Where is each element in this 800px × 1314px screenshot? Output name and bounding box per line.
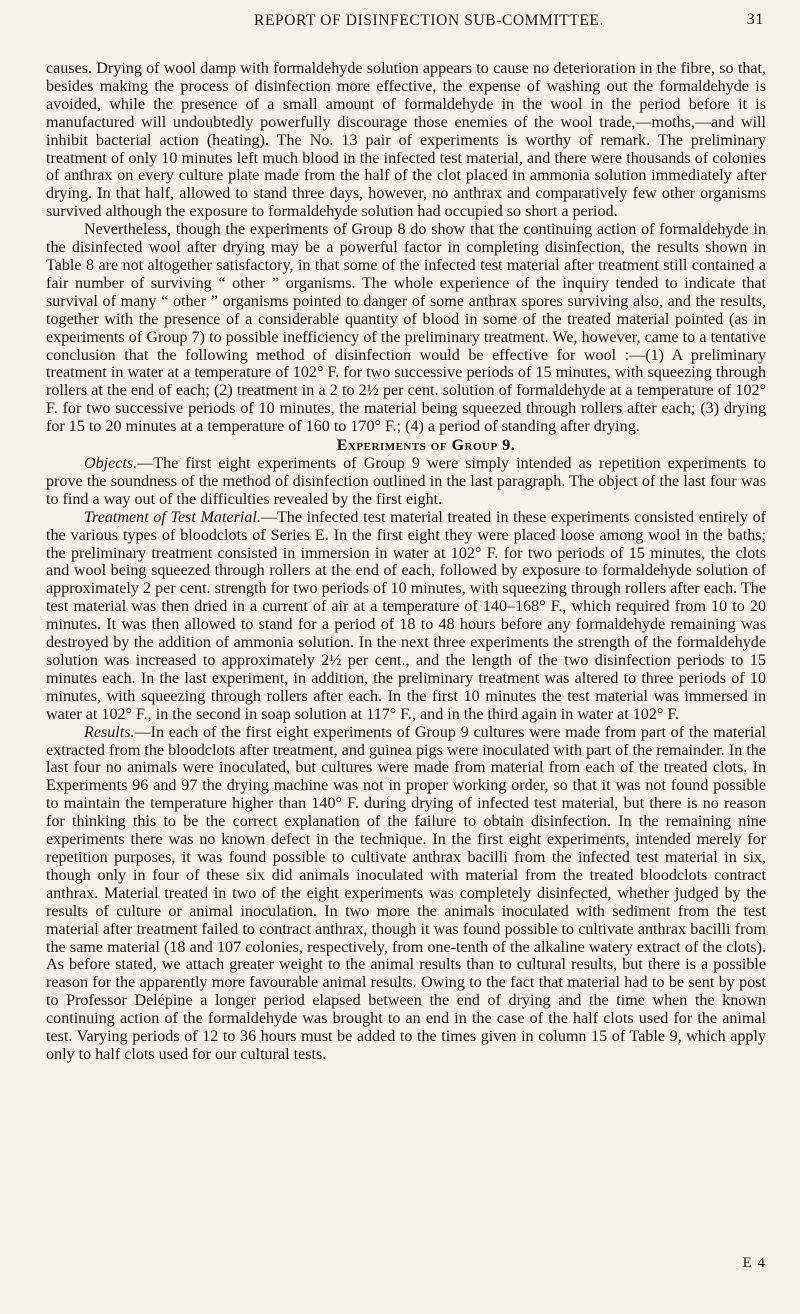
paragraph-objects <box>46 455 766 509</box>
body-text <box>46 60 766 1064</box>
paragraph-1: causes. Drying of wool damp with formaldehyde solution appears to cause no deterioration in the fibre, so that, besides making the process of disinfection more effective, the expense of washing out the formaldehyde is avoided, while the presence of a small amount of formaldehyde in the wool in the period before it is manufactured will undoubtedly powerfully discourage those enemies of the wool trade,—moths,—and will inhibit bacterial action (heating). The No. 13 pair of experiments is worthy of remark. The preliminary treatment of only 10 minutes left much blood in the infected test material, and there were thousands of colonies of anthrax on every culture plate made from the half of the clot placed in ammonia solution immediately after drying. In that half, allowed to stand three days, however, no anthrax and comparatively few other organisms survived although the exposure to formaldehyde solution had occupied so short a period. <box>46 60 766 221</box>
paragraph-treatment-text: —The infected test material treated in these experiments consisted entirely of the various types of bloodclots of Series E. In the first eight they were placed loose among wool in the baths; the preliminary treatment consisted in immersion in water at 102° F. for two periods of 15 minutes, the clots and wool being squeezed through rollers at the end of each, followed by exposure to formaldehyde solution of approximately 2 per cent. strength for two periods of 10 minutes, with squeezing through rollers after each. The test material was then dried in a current of air at a temperature of 140–168° F., which required from 10 to 20 minutes. It was then allowed to stand for a period of 18 to 48 hours before any formaldehyde remaining was destroyed by the addition of ammonia solution. In the next three experiments the strength of the formaldehyde solution was increased to approximately 2½ per cent., and the length of the two disinfection periods to 15 minutes each. In the last experiment, in addition, the preliminary treatment was altered to three periods of 10 minutes, with squeezing through rollers after each. In the first 10 minutes the test material was immersed in water at 102° F., in the second in soap solution at 117° F., and in the third again in water at 102° F. <box>46 508 766 723</box>
run-in-objects: Objects. <box>84 455 138 473</box>
run-in-results: Results. <box>84 723 135 741</box>
page-number: 31 <box>746 11 764 28</box>
paragraph-objects-text: —The first eight experiments of Group 9 were simply intended as repetition experiments to prove the soundness of the method of disinfection outlined in the last paragraph. The object of the last four was to find a way out of the difficulties revealed by the first eight. <box>46 455 766 508</box>
section-heading: Experiments of Group 9. <box>336 437 516 455</box>
run-in-treatment: Treatment of Test Material. <box>84 508 261 526</box>
paragraph-2: Nevertheless, though the experiments of Group 8 do show that the continuing action of formaldehyde in the disinfected wool after drying may be a powerful factor in completing disinfection, the results shown in Table 8 are not altogether satisfactory, in that some of the infected test material after treatment still contained a fair number of surviving “ other ” organisms. The whole experience of the inquiry tended to indicate that survival of many “ other ” organisms pointed to danger of some anthrax spores surviving also, and the results, together with the presence of a considerable quantity of blood in some of the treated material pointed (as in experiments of Group 7) to possible inefficiency of the preliminary treatment. We, however, came to a tentative conclusion that the following method of disinfection would be effective for wool :—(1) A preliminary treatment in water at a temperature of 102° F. for two successive periods of 15 minutes, with squeezing through rollers at the end of each; (2) treatment in a 2 to 2½ per cent. solution of formaldehyde at a temperature of 102° F. for two successive periods of 10 minutes, the material being squeezed through rollers after each; (3) drying for 15 to 20 minutes at a temperature of 160 to 170° F.; (4) a period of standing after drying. <box>46 221 766 436</box>
running-title: REPORT OF DISINFECTION SUB-COMMITTEE. <box>254 12 604 29</box>
paragraph-results <box>46 724 766 1064</box>
signature-mark: E 4 <box>742 1255 766 1271</box>
running-head <box>46 8 766 38</box>
paragraph-results-text: —In each of the first eight experiments of Group 9 cultures were made from part of the material extracted from the bloodclots after treatment, and guinea pigs were inoculated with part of the remainder. In the last four no animals were inoculated, but cultures were made from material from each of the treated clots. In Experiments 96 and 97 the drying machine was not in proper working order, so that it was not found possible to maintain the temperature higher than 140° F. during drying of infected test material, but there is no reason for thinking this to be the correct explanation of the failure to obtain disinfection. In the remaining nine experiments there was no known defect in the technique. In the first eight experiments, intended merely for repetition purposes, it was found possible to cultivate anthrax bacilli from the infected test material in six, though only in four of these six did animals inoculated with material from the treated bloodclots contract anthrax. Material treated in two of the eight experiments was completely disinfected, whether judged by the results of culture or animal inoculation. In two more the animals inoculated with sediment from the test material after treatment failed to contract anthrax, though it was found possible to cultivate anthrax bacilli from the same material (18 and 107 colonies, respectively, from one-tenth of the alkaline watery extract of the clots). As before stated, we attach greater weight to the animal results than to cultural results, but there is a possible reason for the apparently more favourable animal results. Owing to the fact that material had to be sent by post to Professor Delépine a longer period elapsed between the end of drying and the time when the known continuing action of the formaldehyde was brought to an end in the case of the half clots used for the animal test. Varying periods of 12 to 36 hours must be added to the times given in column 15 of Table 9, which apply only to half clots used for our cultural tests. <box>46 723 766 1063</box>
paragraph-treatment <box>46 509 766 724</box>
